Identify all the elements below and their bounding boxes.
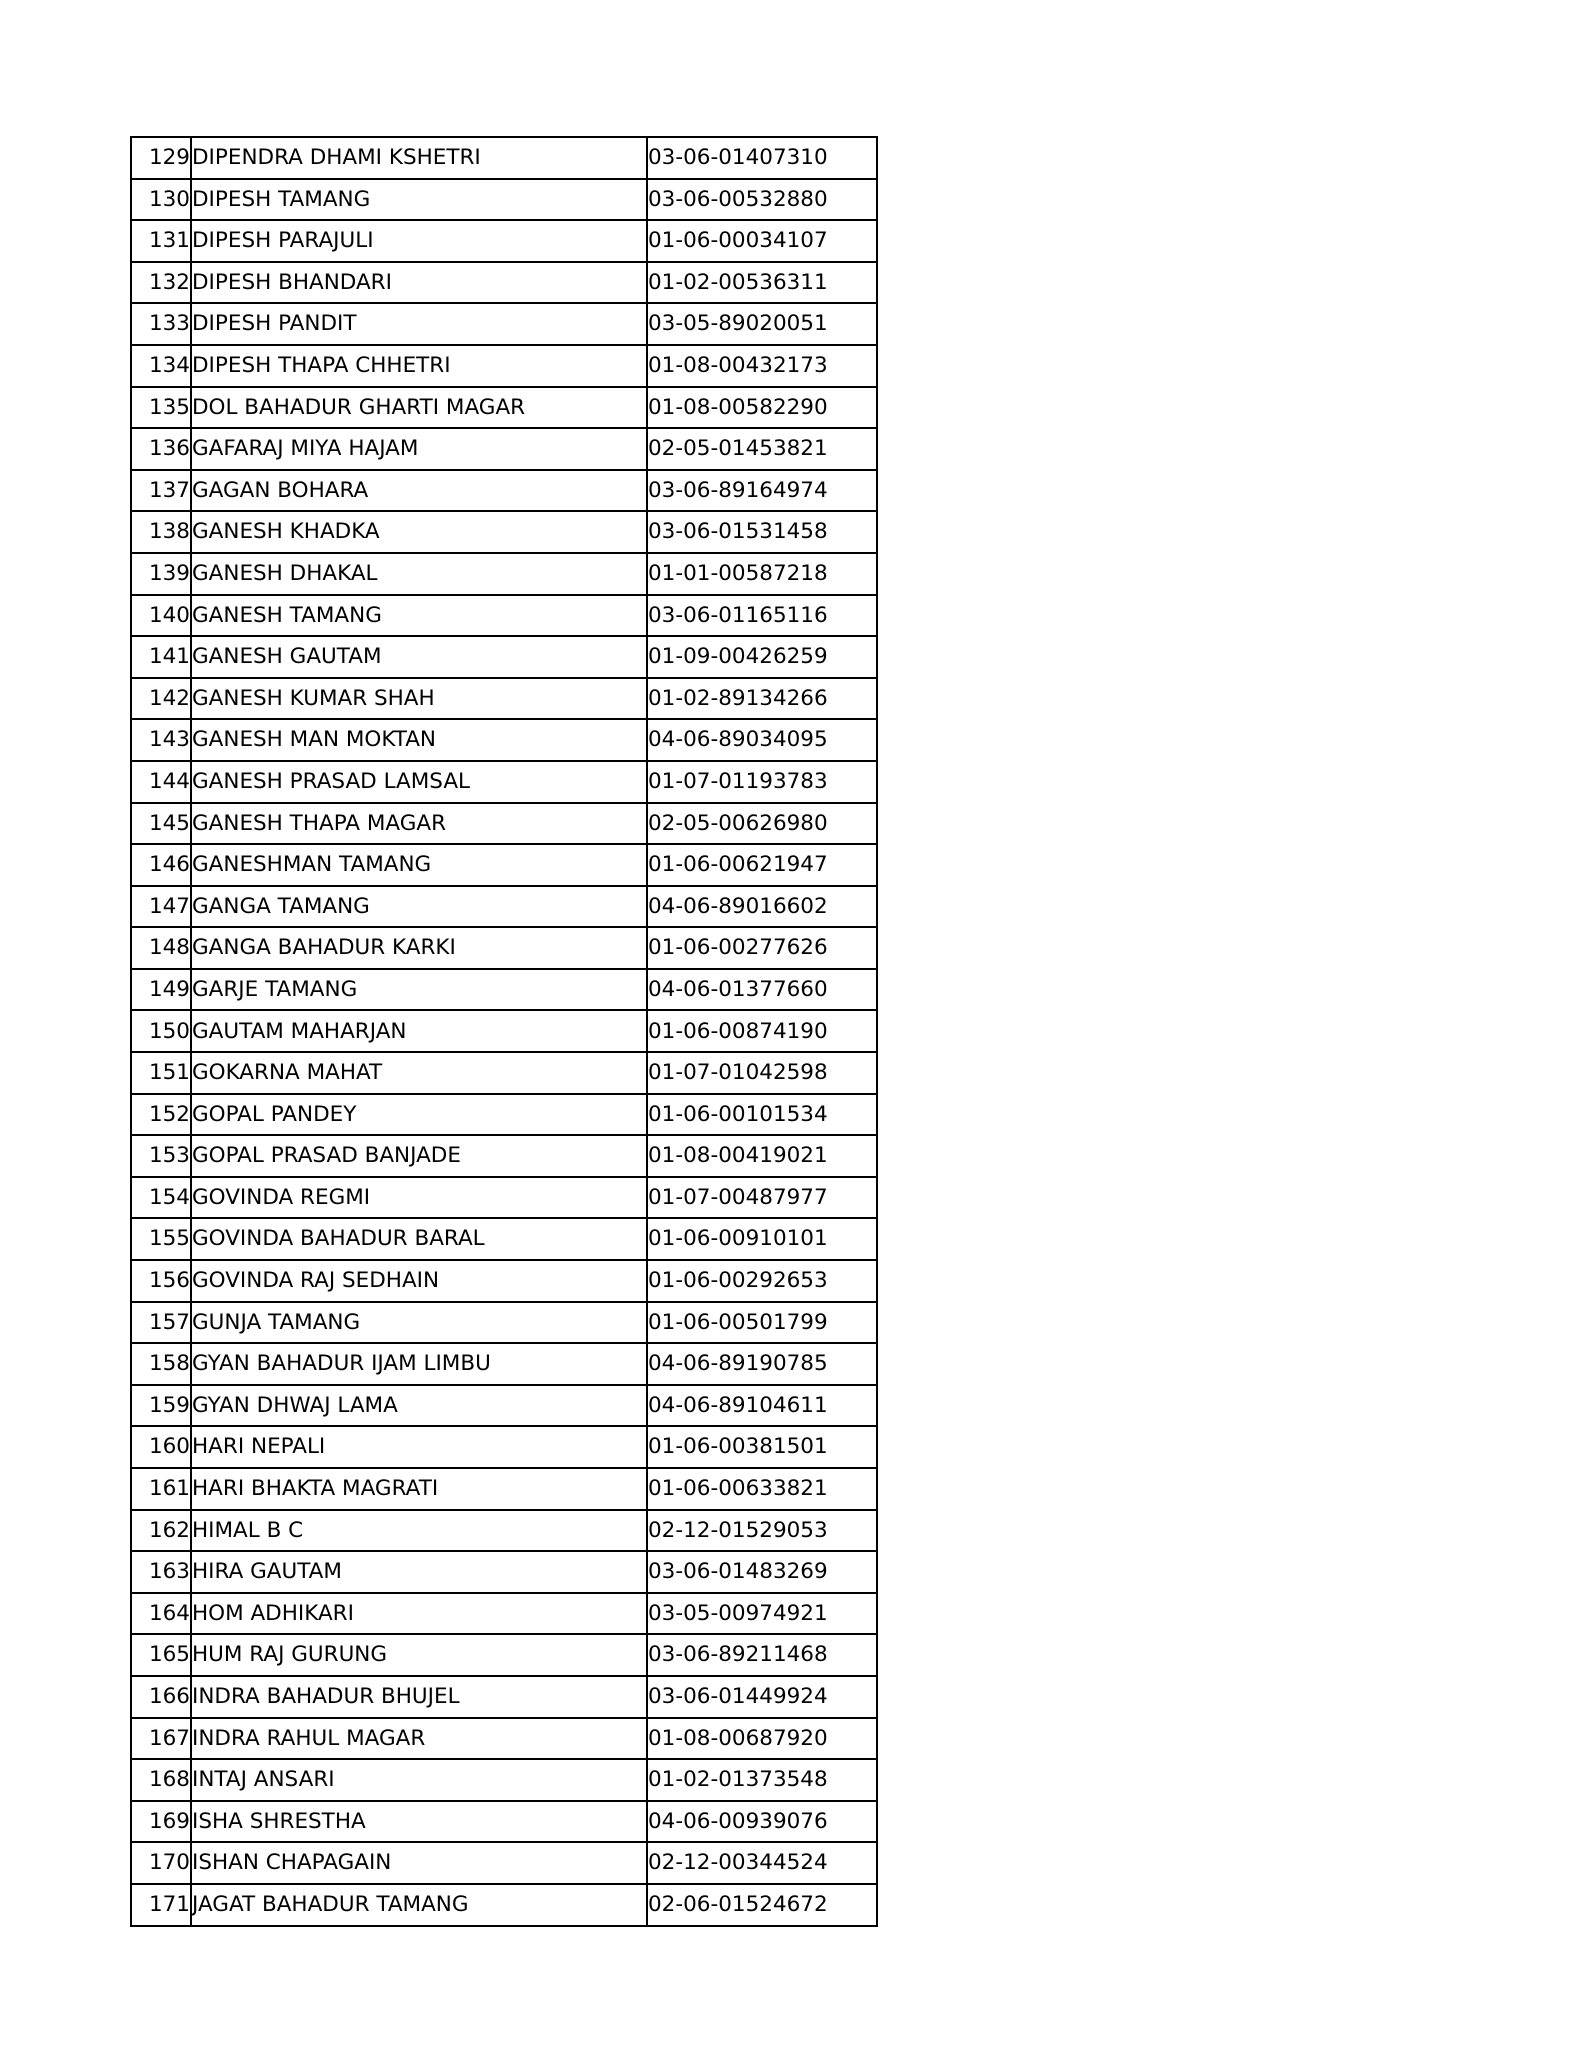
row-index-cell: 153 [131,1135,191,1177]
table-row [131,1302,877,1344]
row-name-cell: HARI NEPALI [191,1426,647,1468]
row-index-cell: 164 [131,1593,191,1635]
row-name-cell: GANESH GAUTAM [191,636,647,678]
row-id-cell: 01-06-00874190 [647,1010,877,1052]
row-id-cell: 04-06-89190785 [647,1343,877,1385]
table-row [131,844,877,886]
row-index-cell: 130 [131,179,191,221]
row-id-cell: 04-06-89016602 [647,886,877,928]
table-row [131,969,877,1011]
row-index-cell: 161 [131,1468,191,1510]
row-name-cell: DIPESH PARAJULI [191,220,647,262]
row-id-cell: 02-12-00344524 [647,1842,877,1884]
table-row [131,1052,877,1094]
row-name-cell: GANGA BAHADUR KARKI [191,927,647,969]
row-index-cell: 146 [131,844,191,886]
row-name-cell: GUNJA TAMANG [191,1302,647,1344]
table-row [131,1426,877,1468]
row-name-cell: GANESH TAMANG [191,595,647,637]
table-row [131,1468,877,1510]
row-name-cell: GAUTAM MAHARJAN [191,1010,647,1052]
row-index-cell: 157 [131,1302,191,1344]
row-name-cell: DIPESH PANDIT [191,303,647,345]
row-name-cell: GANESH KUMAR SHAH [191,678,647,720]
row-id-cell: 04-06-00939076 [647,1801,877,1843]
row-index-cell: 131 [131,220,191,262]
row-name-cell: DIPESH BHANDARI [191,262,647,304]
row-index-cell: 171 [131,1884,191,1926]
row-name-cell: HUM RAJ GURUNG [191,1634,647,1676]
row-name-cell: DOL BAHADUR GHARTI MAGAR [191,387,647,429]
row-index-cell: 143 [131,719,191,761]
table-row [131,1759,877,1801]
row-id-cell: 03-06-89211468 [647,1634,877,1676]
row-name-cell: HIMAL B C [191,1510,647,1552]
row-index-cell: 162 [131,1510,191,1552]
row-id-cell: 03-05-89020051 [647,303,877,345]
row-id-cell: 01-08-00687920 [647,1718,877,1760]
table-row [131,1510,877,1552]
table-row [131,803,877,845]
row-id-cell: 01-07-00487977 [647,1177,877,1219]
row-index-cell: 151 [131,1052,191,1094]
row-index-cell: 144 [131,761,191,803]
row-index-cell: 136 [131,428,191,470]
row-id-cell: 03-06-89164974 [647,470,877,512]
row-id-cell: 01-06-00292653 [647,1260,877,1302]
row-index-cell: 163 [131,1551,191,1593]
row-id-cell: 01-02-00536311 [647,262,877,304]
table-row [131,1218,877,1260]
row-id-cell: 01-09-00426259 [647,636,877,678]
table-row [131,1842,877,1884]
row-name-cell: HARI BHAKTA MAGRATI [191,1468,647,1510]
row-id-cell: 01-08-00432173 [647,345,877,387]
row-index-cell: 168 [131,1759,191,1801]
row-id-cell: 01-07-01193783 [647,761,877,803]
row-name-cell: GOVINDA BAHADUR BARAL [191,1218,647,1260]
table-row [131,1634,877,1676]
row-name-cell: GANESH PRASAD LAMSAL [191,761,647,803]
row-id-cell: 01-08-00419021 [647,1135,877,1177]
table-row [131,1718,877,1760]
table-row [131,1135,877,1177]
row-id-cell: 02-05-00626980 [647,803,877,845]
row-id-cell: 01-07-01042598 [647,1052,877,1094]
row-name-cell: GAGAN BOHARA [191,470,647,512]
row-name-cell: ISHA SHRESTHA [191,1801,647,1843]
row-index-cell: 152 [131,1094,191,1136]
row-name-cell: JAGAT BAHADUR TAMANG [191,1884,647,1926]
row-id-cell: 01-06-00621947 [647,844,877,886]
table-row [131,387,877,429]
row-id-cell: 03-06-01531458 [647,511,877,553]
row-id-cell: 01-06-00034107 [647,220,877,262]
listing-table-body [131,137,877,1926]
row-index-cell: 140 [131,595,191,637]
row-name-cell: INTAJ ANSARI [191,1759,647,1801]
row-index-cell: 139 [131,553,191,595]
row-name-cell: GOPAL PANDEY [191,1094,647,1136]
row-index-cell: 137 [131,470,191,512]
row-index-cell: 160 [131,1426,191,1468]
row-name-cell: GANESH THAPA MAGAR [191,803,647,845]
table-row [131,1177,877,1219]
row-id-cell: 01-06-00277626 [647,927,877,969]
table-row [131,1593,877,1635]
row-id-cell: 01-06-00501799 [647,1302,877,1344]
row-name-cell: GANGA TAMANG [191,886,647,928]
row-id-cell: 03-06-01483269 [647,1551,877,1593]
table-row [131,511,877,553]
row-id-cell: 02-05-01453821 [647,428,877,470]
row-id-cell: 03-06-00532880 [647,179,877,221]
row-index-cell: 169 [131,1801,191,1843]
table-row [131,1343,877,1385]
row-index-cell: 142 [131,678,191,720]
row-name-cell: GOPAL PRASAD BANJADE [191,1135,647,1177]
row-name-cell: DIPENDRA DHAMI KSHETRI [191,137,647,179]
row-name-cell: GYAN DHWAJ LAMA [191,1385,647,1427]
row-id-cell: 01-06-00910101 [647,1218,877,1260]
table-row [131,1551,877,1593]
row-index-cell: 148 [131,927,191,969]
row-id-cell: 01-01-00587218 [647,553,877,595]
table-row [131,179,877,221]
row-index-cell: 159 [131,1385,191,1427]
row-id-cell: 03-06-01449924 [647,1676,877,1718]
row-index-cell: 138 [131,511,191,553]
row-id-cell: 01-06-00381501 [647,1426,877,1468]
table-row [131,1884,877,1926]
row-id-cell: 04-06-89104611 [647,1385,877,1427]
table-row [131,1801,877,1843]
table-row [131,1260,877,1302]
row-index-cell: 132 [131,262,191,304]
table-row [131,1385,877,1427]
table-row [131,470,877,512]
row-name-cell: ISHAN CHAPAGAIN [191,1842,647,1884]
table-row [131,262,877,304]
row-id-cell: 02-06-01524672 [647,1884,877,1926]
row-index-cell: 154 [131,1177,191,1219]
table-row [131,1676,877,1718]
table-row [131,636,877,678]
row-id-cell: 04-06-01377660 [647,969,877,1011]
row-index-cell: 158 [131,1343,191,1385]
table-row [131,137,877,179]
table-row [131,345,877,387]
table-row [131,553,877,595]
table-row [131,886,877,928]
row-index-cell: 133 [131,303,191,345]
row-index-cell: 155 [131,1218,191,1260]
row-name-cell: GAFARAJ MIYA HAJAM [191,428,647,470]
row-id-cell: 03-06-01165116 [647,595,877,637]
row-index-cell: 167 [131,1718,191,1760]
table-row [131,220,877,262]
row-index-cell: 145 [131,803,191,845]
table-row [131,595,877,637]
row-index-cell: 165 [131,1634,191,1676]
row-name-cell: DIPESH TAMANG [191,179,647,221]
row-index-cell: 135 [131,387,191,429]
row-id-cell: 01-08-00582290 [647,387,877,429]
table-row [131,1010,877,1052]
row-index-cell: 129 [131,137,191,179]
row-name-cell: DIPESH THAPA CHHETRI [191,345,647,387]
row-name-cell: GANESHMAN TAMANG [191,844,647,886]
row-index-cell: 150 [131,1010,191,1052]
table-row [131,761,877,803]
row-id-cell: 01-02-01373548 [647,1759,877,1801]
listing-table-wrapper [130,136,878,1927]
row-name-cell: GOKARNA MAHAT [191,1052,647,1094]
row-name-cell: INDRA BAHADUR BHUJEL [191,1676,647,1718]
table-row [131,927,877,969]
row-index-cell: 149 [131,969,191,1011]
row-id-cell: 03-06-01407310 [647,137,877,179]
row-name-cell: GOVINDA REGMI [191,1177,647,1219]
table-row [131,1094,877,1136]
row-index-cell: 170 [131,1842,191,1884]
row-name-cell: GOVINDA RAJ SEDHAIN [191,1260,647,1302]
row-name-cell: GARJE TAMANG [191,969,647,1011]
row-name-cell: GANESH DHAKAL [191,553,647,595]
row-name-cell: GANESH MAN MOKTAN [191,719,647,761]
row-id-cell: 04-06-89034095 [647,719,877,761]
row-name-cell: GANESH KHADKA [191,511,647,553]
row-name-cell: HOM ADHIKARI [191,1593,647,1635]
table-row [131,678,877,720]
row-id-cell: 01-06-00101534 [647,1094,877,1136]
row-id-cell: 02-12-01529053 [647,1510,877,1552]
row-name-cell: HIRA GAUTAM [191,1551,647,1593]
table-row [131,428,877,470]
row-id-cell: 01-06-00633821 [647,1468,877,1510]
listing-table [130,136,878,1927]
row-index-cell: 134 [131,345,191,387]
row-index-cell: 166 [131,1676,191,1718]
row-index-cell: 147 [131,886,191,928]
row-id-cell: 03-05-00974921 [647,1593,877,1635]
table-row [131,303,877,345]
row-index-cell: 156 [131,1260,191,1302]
row-id-cell: 01-02-89134266 [647,678,877,720]
row-name-cell: GYAN BAHADUR IJAM LIMBU [191,1343,647,1385]
table-row [131,719,877,761]
row-name-cell: INDRA RAHUL MAGAR [191,1718,647,1760]
row-index-cell: 141 [131,636,191,678]
